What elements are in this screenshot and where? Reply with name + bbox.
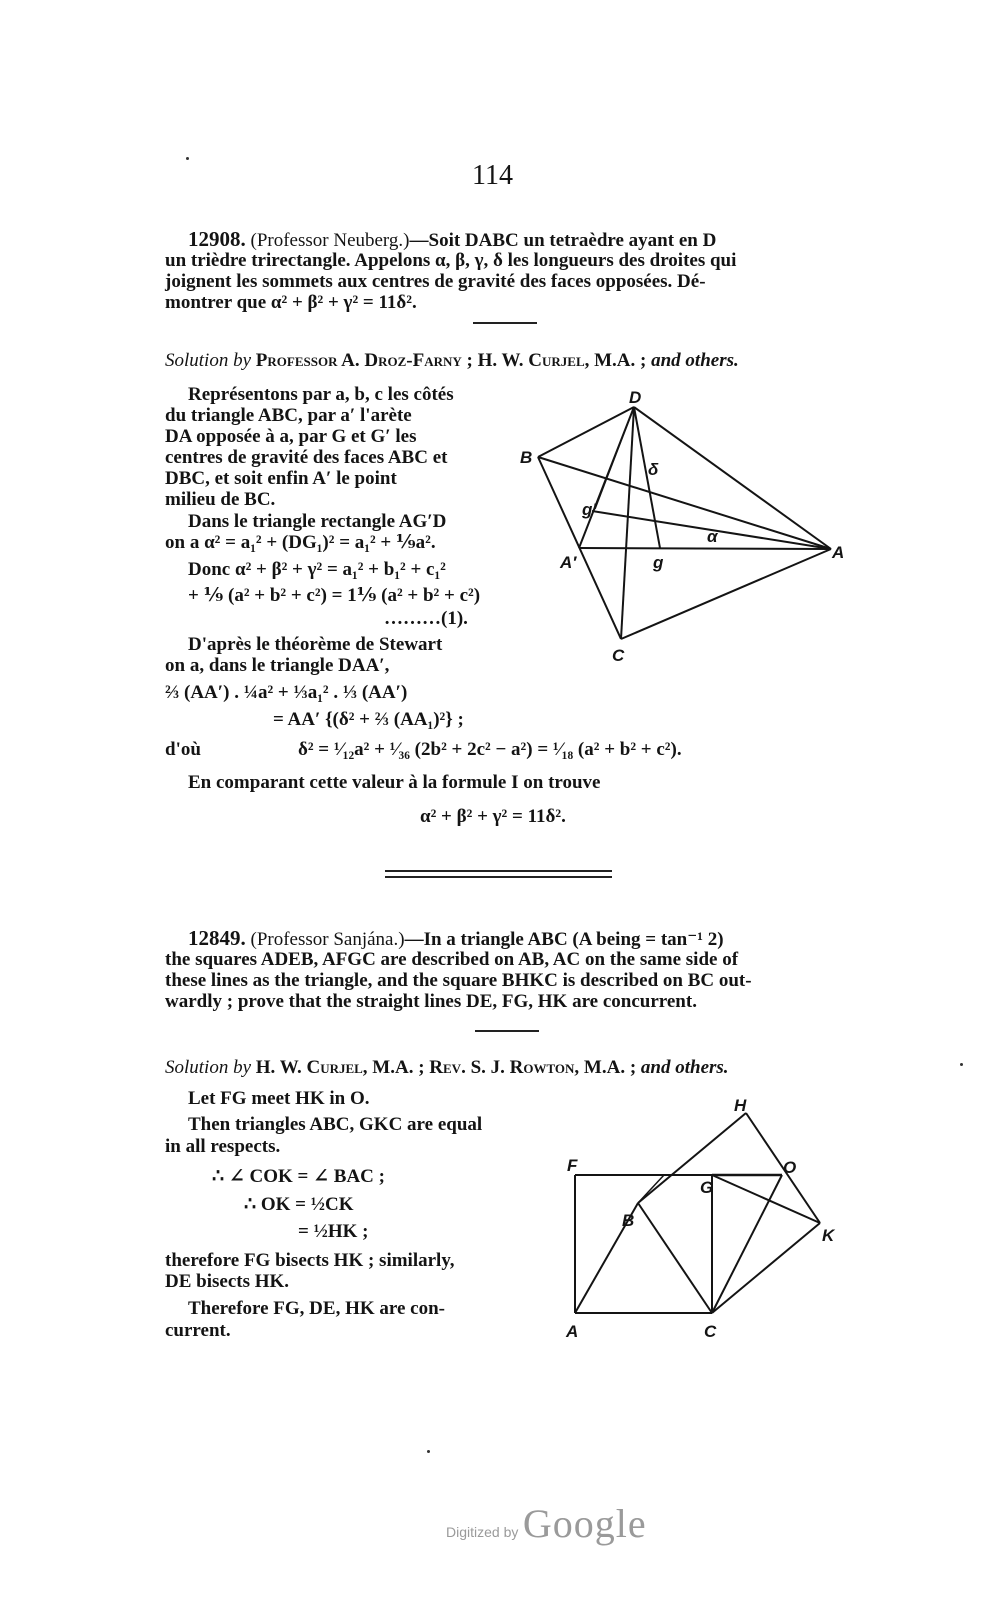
tetrahedron-figure [510,385,860,665]
body-line: on a α² = a₁² + (DG₁)² = a₁² + ⅑a². [165,532,436,553]
solvers: Professor A. Droz-Farny ; H. W. Curjel, M.A. ; [255,350,647,371]
speck [960,1063,963,1066]
label-g: G [700,1178,714,1197]
solvers: H. W. Curjel, M.A. ; Rev. S. J. Rowton, M.A. ; [255,1057,637,1078]
body-line: En comparant cette valeur à la formule I on trouve [188,772,601,793]
body-line: α² + β² + γ² = 11δ². [420,806,566,827]
side-bh [638,1113,746,1203]
problem-number: 12849. [188,926,246,950]
digitized-by-google-watermark: Digitized by Google [446,1501,647,1546]
side-bc [638,1203,712,1313]
statement-line: joignent les sommets aux centres de gravité des faces opposées. Dé- [165,271,706,292]
label-c: C [612,646,625,665]
body-line: ∴ ∠ COK = ∠ BAC ; [212,1166,385,1187]
body-line: DA opposée à a, par G et G′ les [165,426,417,447]
problem-number: 12908. [188,227,246,251]
label-a: A [832,543,845,562]
solution-heading: Solution by Professor A. Droz-Farny ; H. W. Curjel, M.A. ; and others. [165,350,739,371]
body-line: Let FG meet HK in O. [188,1088,370,1109]
body-line: current. [165,1320,231,1341]
label-b: B [520,448,533,467]
double-rule-bottom [385,876,612,878]
label-a-prime: A′ [560,553,577,572]
divider-short [473,322,537,324]
edge-da [634,407,831,549]
body-line: therefore FG bisects HK ; similarly, [165,1250,455,1271]
proposer: (Professor Neuberg.) [250,230,410,251]
statement-line: —In a triangle ABC (A being = tan⁻¹ 2) [404,929,724,950]
body-line: ………(1). [384,608,468,629]
double-rule-top [385,870,612,872]
body-line: = ½HK ; [298,1221,369,1242]
label-c: C [704,1322,717,1341]
page-number: 114 [472,160,513,191]
label-k: K [822,1226,835,1245]
proposer: (Professor Sanjána.) [250,929,405,950]
label-o: O [783,1158,797,1177]
problem-12908-line-1 [188,229,716,251]
body-line: = AA′ {(δ² + ⅔ (AA₁)²} ; [273,709,464,730]
label-d: D [629,388,642,407]
body-line: du triangle ABC, par a′ l'arète [165,405,412,426]
body-line: in all respects. [165,1136,281,1157]
body-line: ∴ OK = ½CK [244,1194,354,1215]
body-line: ⅔ (AA′) . ¼a² + ⅓a₁² . ⅓ (AA′) [165,682,408,703]
label-delta: δ [648,460,659,479]
body-line: Donc α² + β² + γ² = a₁² + b₁² + c₁² [188,559,446,580]
label-a: A [566,1322,579,1341]
label-h: H [734,1096,747,1115]
label-g-prime: g′ [582,500,597,519]
body-line: centres de gravité des faces ABC et [165,447,448,468]
body-line: D'après le théorème de Stewart [188,634,443,655]
body-line: DBC, et soit enfin A′ le point [165,468,397,489]
label-alpha: α [707,527,718,546]
body-line: Représentons par a, b, c les côtés [188,384,454,405]
edge-db [538,407,634,457]
body-line: on a, dans le triangle DAA′, [165,655,390,676]
squares-figure [560,1095,850,1345]
median-ap-a [579,548,831,549]
statement-line: —Soit DABC un tetraèdre ayant en D [409,230,717,251]
body-line: + ⅑ (a² + b² + c²) = 1⅑ (a² + b² + c²) [188,585,481,606]
statement-line: these lines as the triangle, and the square BHKC is described on BC out- [165,970,752,991]
body-line: δ² = ¹⁄₁₂a² + ¹⁄₃₆ (2b² + 2c² − a²) = ¹⁄₁₈ (a² + b² + c²). [298,739,682,760]
body-line: milieu de BC. [165,489,276,510]
statement-line: the squares ADEB, AFGC are described on AB, AC on the same side of [165,949,739,970]
problem-12849-line-1 [188,928,724,950]
body-line: DE bisects HK. [165,1271,290,1292]
statement-line: un trièdre trirectangle. Appelons α, β, γ, δ les longueurs des droites qui [165,250,737,271]
label-b: B [622,1211,635,1230]
line-oc [712,1175,782,1313]
divider-short [475,1030,539,1032]
edge-dc [621,407,634,639]
label-f: F [567,1156,578,1175]
body-line: d'où [165,739,201,760]
speck [427,1450,430,1453]
body-line: Dans le triangle rectangle AG′D [188,511,447,532]
label-g: g [653,553,664,572]
statement-line: montrer que α² + β² + γ² = 11δ². [165,292,417,313]
solution-heading: Solution by H. W. Curjel, M.A. ; Rev. S. J. Rowton, M.A. ; and others. [165,1057,729,1078]
statement-line: wardly ; prove that the straight lines DE, FG, HK are concurrent. [165,991,697,1012]
side-kc [712,1223,820,1313]
body-line: Therefore FG, DE, HK are con- [188,1298,445,1319]
body-line: Then triangles ABC, GKC are equal [188,1114,483,1135]
